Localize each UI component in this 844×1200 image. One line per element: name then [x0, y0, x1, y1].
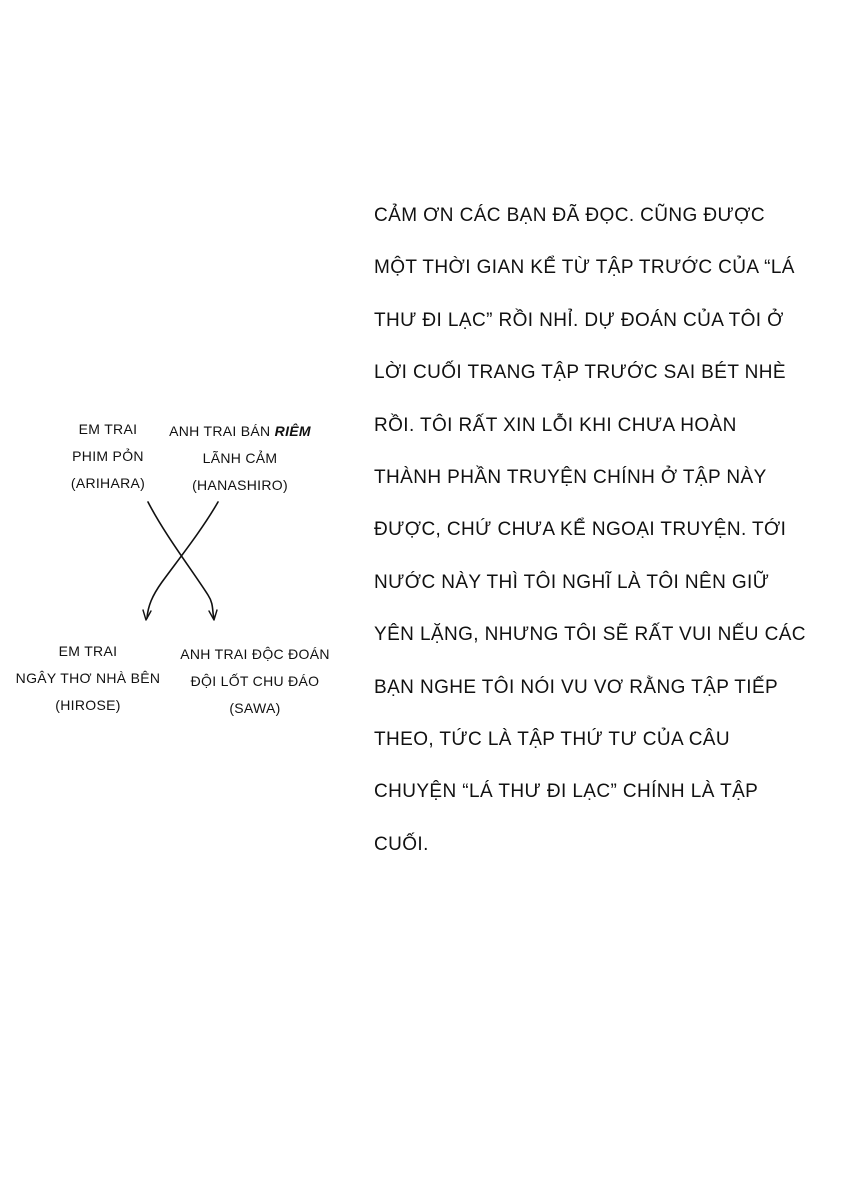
label-line: (SAWA): [229, 700, 281, 716]
label-line: EM TRAI: [78, 421, 138, 437]
note-line: RỒI. TÔI RẤT XIN LỖI KHI CHƯA HOÀN: [374, 414, 737, 436]
label-emphasis: RIÊM: [274, 423, 311, 439]
label-top-left-arihara: [48, 416, 168, 497]
label-line: [155, 418, 325, 445]
label-bottom-right-sawa: [170, 641, 340, 722]
label-prefix: ANH TRAI BÁN: [169, 423, 275, 439]
note-line: THEO, TỨC LÀ TẬP THỨ TƯ CỦA CÂU: [374, 729, 731, 751]
note-line: CHUYỆN “LÁ THƯ ĐI LẠC” CHÍNH LÀ TẬP: [374, 781, 759, 803]
note-line: CẢM ƠN CÁC BẠN ĐÃ ĐỌC. CŨNG ĐƯỢC: [374, 205, 765, 226]
label-top-right-hanashiro: [155, 418, 325, 499]
label-line: (ARIHARA): [70, 475, 146, 491]
note-line: THÀNH PHẦN TRUYỆN CHÍNH Ở TẬP NÀY: [374, 467, 767, 489]
label-line: ĐỘI LỐT CHU ĐÁO: [190, 673, 320, 689]
note-line: YÊN LẶNG, NHƯNG TÔI SẼ RẤT VUI NẾU CÁC: [374, 624, 806, 646]
arrow-line-left-to-right: [148, 502, 214, 618]
label-line: LÃNH CẢM: [202, 450, 278, 466]
label-line: ANH TRAI ĐỘC ĐOÁN: [180, 646, 330, 662]
label-line: (HIROSE): [55, 697, 121, 713]
note-line: LỜI CUỐI TRANG TẬP TRƯỚC SAI BÉT NHÈ: [374, 362, 786, 384]
cross-arrows-diagram: [130, 490, 240, 630]
note-line: CUỐI.: [374, 833, 429, 855]
note-line: NƯỚC NÀY THÌ TÔI NGHĨ LÀ TÔI NÊN GIỮ: [374, 571, 770, 593]
note-line: MỘT THỜI GIAN KỂ TỪ TẬP TRƯỚC CỦA “LÁ: [374, 257, 795, 279]
note-line: ĐƯỢC, CHỨ CHƯA KỂ NGOẠI TRUYỆN. TỚI: [374, 519, 787, 541]
label-bottom-left-hirose: [8, 638, 168, 719]
label-line: EM TRAI: [58, 643, 118, 659]
label-line: NGÂY THƠ NHÀ BÊN: [15, 670, 161, 686]
author-note: [374, 190, 839, 871]
label-line: PHIM PỎN: [72, 448, 144, 464]
note-line: THƯ ĐI LẠC” RỒI NHỈ. DỰ ĐOÁN CỦA TÔI Ở: [374, 309, 784, 331]
note-line: BẠN NGHE TÔI NÓI VU VƠ RẰNG TẬP TIẾP: [374, 676, 779, 698]
label-line: (HANASHIRO): [192, 477, 288, 493]
